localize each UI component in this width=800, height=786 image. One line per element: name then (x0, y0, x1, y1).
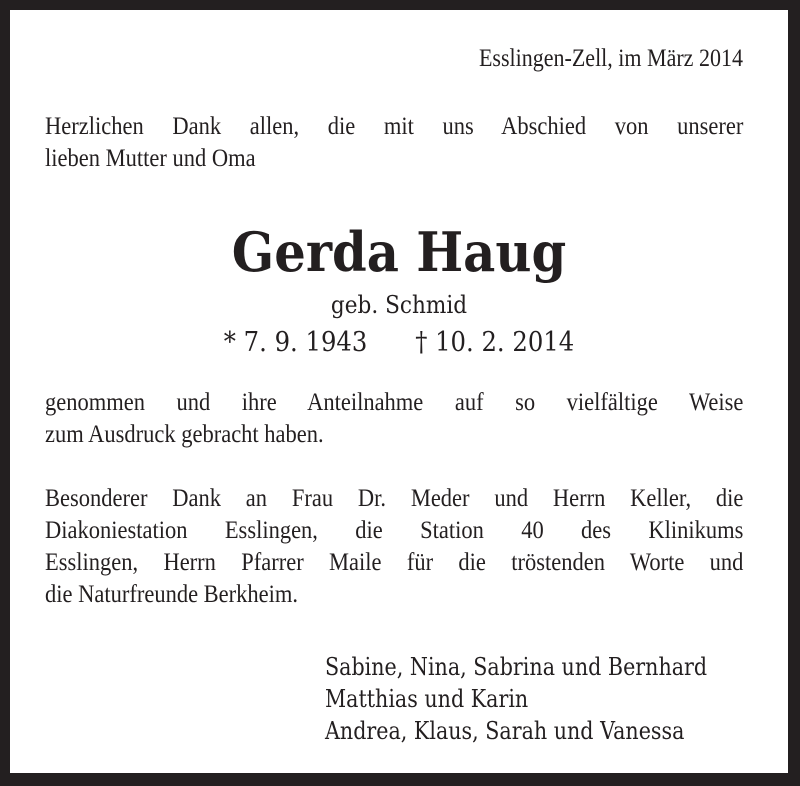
special-thanks-line-1: Besonderer Dank an Frau Dr. Meder und Herrn Keller, die (45, 485, 744, 512)
special-thanks-line-4: die Naturfreunde Berkheim. (45, 581, 299, 608)
continuation-line-2: zum Ausdruck gebracht haben. (45, 421, 324, 448)
signer-line-1: Sabine, Nina, Sabrina und Bernhard (325, 653, 708, 681)
intro-line-2: lieben Mutter und Oma (45, 145, 256, 172)
continuation-line-1: genommen und ihre Anteilnahme auf so vielfältige Weise (45, 389, 744, 416)
place-and-date: Esslingen-Zell, im März 2014 (479, 45, 743, 72)
death-date: 10. 2. 2014 (435, 327, 575, 358)
intro-line-1: Herzlichen Dank allen, die mit uns Abschied von unserer (45, 113, 744, 140)
special-thanks-line-3: Esslingen, Herrn Pfarrer Maile für die tröstenden Worte und (45, 549, 744, 576)
death-cross-icon: † (415, 327, 428, 358)
signer-line-3: Andrea, Klaus, Sarah und Vanessa (325, 717, 685, 745)
life-dates (49, 326, 749, 360)
signers-block (325, 651, 707, 747)
special-thanks-line-2: Diakoniestation Esslingen, die Station 40 des Klinikums (45, 517, 744, 544)
deceased-name: Gerda Haug (231, 220, 567, 284)
maiden-name: geb. Schmid (330, 291, 468, 319)
birth-date: 7. 9. 1943 (243, 327, 368, 358)
signer-line-2: Matthias und Karin (325, 685, 529, 713)
obituary-thank-you-notice (10, 10, 788, 773)
birth-star-icon: * (223, 327, 236, 358)
